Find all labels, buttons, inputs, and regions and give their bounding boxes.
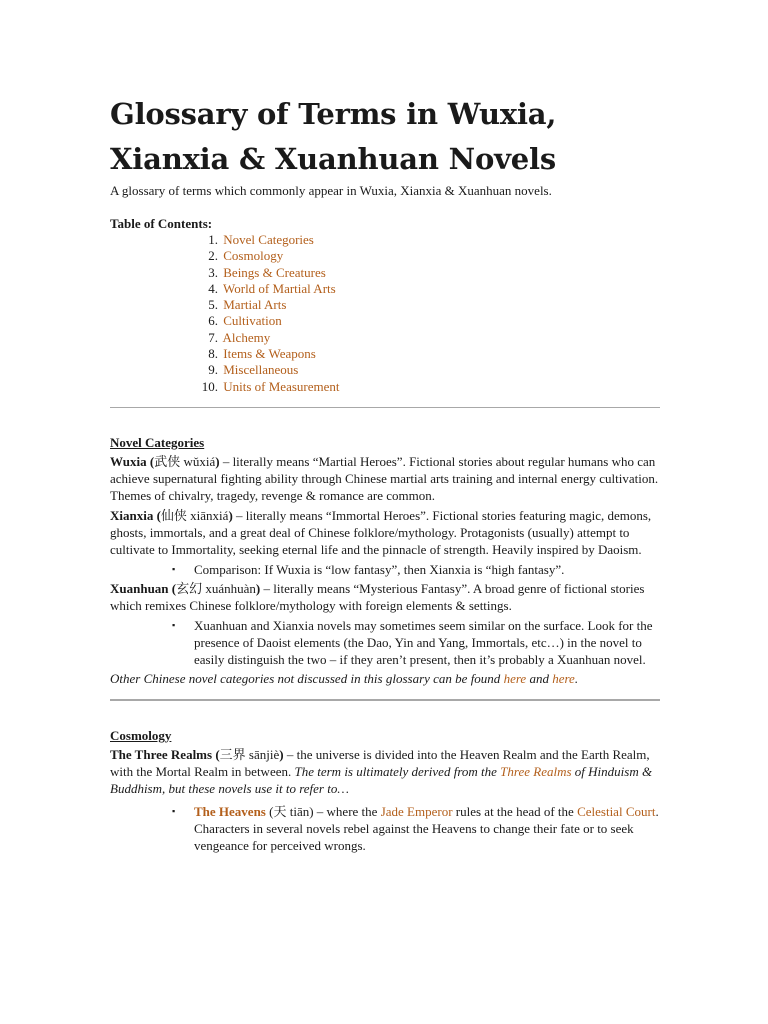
page-subtitle: A glossary of terms which commonly appear in Wuxia, Xianxia & Xuanhuan novels. <box>110 183 552 198</box>
title-line-1: Glossary of Terms in Wuxia, <box>110 97 557 131</box>
term-wuxia <box>110 453 660 504</box>
chinese-open: ( <box>265 803 274 819</box>
toc-link-novel-categories[interactable]: Novel Categories <box>223 232 314 247</box>
section-heading-cosmology: Cosmology <box>110 727 172 743</box>
term-definition: – the universe is divided into the Heaven Realm and the Earth Realm, with the Mortal Realm in between. <box>110 746 650 779</box>
toc-item <box>194 265 660 281</box>
note-text: Other Chinese novel categories not discussed in this glossary can be found <box>110 670 504 686</box>
table-of-contents <box>110 232 660 395</box>
toc-number: 1. <box>208 232 218 247</box>
bullet-square-icon: ▪ <box>172 619 176 630</box>
toc-number: 5. <box>208 297 218 313</box>
term-xianxia <box>110 507 660 558</box>
term-chinese: 武侠 wǔxiá <box>154 453 216 469</box>
toc-link-world-of-martial-arts[interactable]: World of Martial Arts <box>223 280 336 296</box>
other-categories-note <box>110 670 660 687</box>
note-and: and <box>526 670 553 686</box>
bullet-text: Xuanhuan and Xianxia novels may sometimes seem similar on the surface. Look for the presence of Daoist elements (the Dao, Yin and Yang, Immortals, etc…) in the novel to easily distinguish the two – if they aren’t present, then it’s probably a Xuanhuan novel. <box>194 617 653 667</box>
section-divider <box>110 699 660 701</box>
toc-link-martial-arts[interactable]: Martial Arts <box>223 297 287 313</box>
term-name: The Three Realms ( <box>110 746 220 762</box>
bullet-list <box>110 561 660 578</box>
bullet-square-icon: ▪ <box>172 563 176 574</box>
here-link-2[interactable]: here <box>552 670 575 686</box>
toc-number: 3. <box>208 264 218 280</box>
bullet-square-icon: ▪ <box>172 805 176 816</box>
toc-item <box>194 379 660 395</box>
toc-link-units-of-measurement[interactable]: Units of Measurement <box>223 378 340 394</box>
here-link-1[interactable]: here <box>503 670 527 686</box>
term-chinese: 天 tiān <box>273 803 310 819</box>
toc-item <box>194 346 660 362</box>
term-name: Wuxia ( <box>110 453 155 469</box>
toc-link-alchemy[interactable]: Alchemy <box>222 329 271 345</box>
term-paren-close: ) <box>255 580 261 596</box>
term-paren-close: ) <box>215 453 220 469</box>
toc-item <box>194 330 660 346</box>
term-paren-close: ) <box>228 507 233 523</box>
term-definition: – literally means “Mysterious Fantasy”. A broad genre of fictional stories which remixes Chinese folklore/mythology with foreign elements & settings. <box>110 580 645 613</box>
bullet-list <box>110 617 660 668</box>
toc-link-beings-creatures[interactable]: Beings & Creatures <box>223 264 326 280</box>
term-chinese: 三界 sānjiè <box>219 746 280 762</box>
page-title <box>110 92 660 182</box>
term-name: Xianxia ( <box>110 507 161 523</box>
three-realms-link[interactable]: Three Realms <box>500 763 572 779</box>
heavens-text: ) – where the <box>309 803 381 819</box>
jade-emperor-link[interactable]: Jade Emperor <box>380 803 453 819</box>
heavens-mid-text: rules at the head of the <box>452 803 578 819</box>
note-end: . <box>574 670 579 686</box>
term-paren-close: ) <box>279 746 284 762</box>
toc-link-items-weapons[interactable]: Items & Weapons <box>223 346 316 362</box>
bullet-item <box>172 561 660 578</box>
toc-item <box>194 313 660 329</box>
term-italic-note: The term is ultimately derived from the <box>294 763 501 779</box>
term-chinese: 仙侠 xiānxiá <box>160 507 229 523</box>
bullet-list <box>110 803 660 854</box>
term-definition: – literally means “Martial Heroes”. Fictional stories about regular humans who can achieve supernatural fighting ability through Chinese martial arts training and internal energy cultivation. Themes of chivalry, tragedy, revenge & romance are common. <box>110 453 659 503</box>
toc-link-cultivation[interactable]: Cultivation <box>223 313 282 329</box>
term-xuanhuan <box>110 580 660 614</box>
celestial-court-link[interactable]: Celestial Court <box>577 803 656 819</box>
bullet-item <box>172 617 660 668</box>
document-content <box>110 92 660 856</box>
toc-item <box>194 297 660 313</box>
term-three-realms <box>110 746 660 797</box>
bullet-item-the-heavens <box>172 803 660 854</box>
toc-number: 9. <box>208 362 218 378</box>
toc-number: 8. <box>208 346 218 362</box>
toc-item <box>194 232 660 248</box>
toc-number: 10. <box>201 378 218 394</box>
title-line-2: Xianxia & Xuanhuan Novels <box>110 142 556 176</box>
toc-number: 2. <box>208 248 218 264</box>
term-definition: – literally means “Immortal Heroes”. Fictional stories featuring magic, demons, ghosts, immortals, and a great deal of Chinese folklore/mythology. Protagonists (usually) attempt to cultivate to Immortality, seeking eternal life and the pinnacle of strength. Heavily inspired by Daoism. <box>110 507 652 557</box>
toc-number: 6. <box>208 313 218 329</box>
toc-item <box>194 248 660 264</box>
bullet-text: Comparison: If Wuxia is “low fantasy”, then Xianxia is “high fantasy”. <box>194 561 565 577</box>
the-heavens-link[interactable]: The Heavens <box>194 803 266 819</box>
toc-item <box>194 362 660 378</box>
term-chinese: 玄幻 xuánhuàn <box>176 580 256 596</box>
term-italic-note-end: of Hinduism & Buddhism, but these novels use it to refer to… <box>110 763 653 796</box>
term-name: Xuanhuan ( <box>110 580 177 596</box>
section-divider <box>110 407 660 408</box>
heavens-end-text: . Characters in several novels rebel against the Heavens to change their fate or to seek vengeance for perceived wrongs. <box>194 803 659 853</box>
section-heading-novel-categories: Novel Categories <box>110 434 205 450</box>
toc-heading: Table of Contents: <box>110 216 213 231</box>
toc-link-miscellaneous[interactable]: Miscellaneous <box>223 362 299 378</box>
toc-link-cosmology[interactable]: Cosmology <box>223 248 284 264</box>
toc-number: 4. <box>208 280 218 296</box>
toc-number: 7. <box>208 329 218 345</box>
toc-item <box>194 281 660 297</box>
